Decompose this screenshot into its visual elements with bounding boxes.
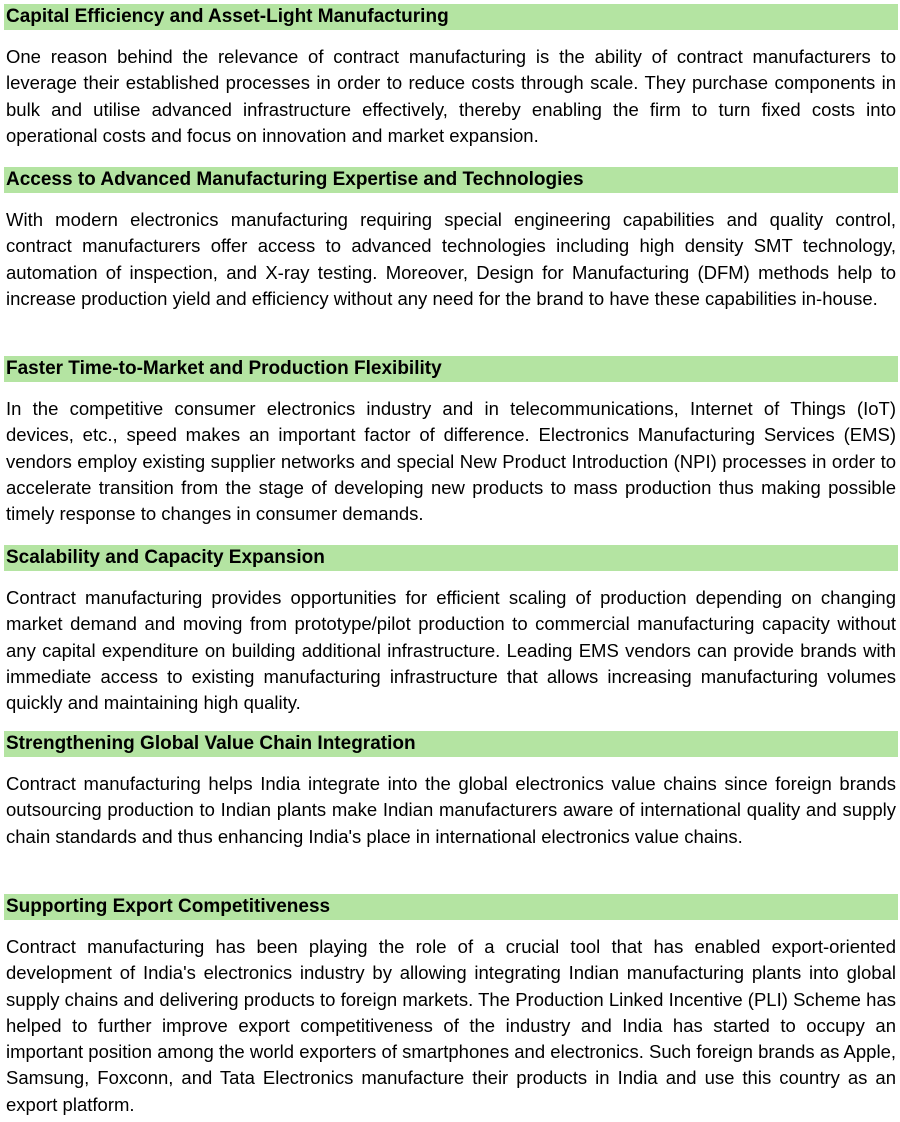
section-body-export-competitiveness: Contract manufacturing has been playing the role of a crucial tool that has enabled export-oriented development of India's electronics industry by allowing integrating Indian manufacturing plants into global supply chains and delivering products to foreign markets. The Production Linked Incentive (PLI) Scheme has helped to further improve export competitiveness of the industry and India has started to occupy an important position among the world exporters of smartphones and electronics. Such foreign brands as Apple, Samsung, Foxconn, and Tata Electronics manufacture their products in India and use this country as an export platform. (6, 936, 896, 1115)
section-body-capital-efficiency: One reason behind the relevance of contract manufacturing is the ability of contract manufacturers to leverage their established processes in order to reduce costs through scale. They purchase components in bulk and utilise advanced infrastructure effectively, thereby enabling the firm to turn fixed costs into operational costs and focus on innovation and market expansion. (6, 46, 896, 146)
section-heading-value-chain: Strengthening Global Value Chain Integration (4, 731, 898, 757)
section-heading-scalability: Scalability and Capacity Expansion (4, 545, 898, 571)
section-heading-advanced-expertise: Access to Advanced Manufacturing Expertise and Technologies (4, 167, 898, 193)
section-heading-export-competitiveness: Supporting Export Competitiveness (4, 894, 898, 920)
section-heading-time-to-market: Faster Time-to-Market and Production Flexibility (4, 356, 898, 382)
section-body-time-to-market: In the competitive consumer electronics industry and in telecommunications, Internet of Things (IoT) devices, etc., speed makes an important factor of difference. Electronics Manufacturing Services (EMS) vendors employ existing supplier networks and special New Product Introduction (NPI) processes in order to accelerate transition from the stage of developing new products to mass production thus making possible timely response to changes in consumer demands. (6, 398, 896, 525)
section-heading-capital-efficiency: Capital Efficiency and Asset-Light Manufacturing (4, 4, 898, 30)
section-body-scalability: Contract manufacturing provides opportunities for efficient scaling of production depending on changing market demand and moving from prototype/pilot production to commercial manufacturing capacity without any capital expenditure on building additional infrastructure. Leading EMS vendors can provide brands with immediate access to existing manufacturing infrastructure that allows increasing manufacturing volumes quickly and maintaining high quality. (6, 587, 896, 714)
section-body-advanced-expertise: With modern electronics manufacturing requiring special engineering capabilities and quality control, contract manufacturers offer access to advanced technologies including high density SMT technology, automation of inspection, and X-ray testing. Moreover, Design for Manufacturing (DFM) methods help to increase production yield and efficiency without any need for the brand to have these capabilities in-house. (6, 209, 896, 309)
section-body-value-chain: Contract manufacturing helps India integrate into the global electronics value chains since foreign brands outsourcing production to Indian plants make Indian manufacturers aware of international quality and supply chain standards and thus enhancing India's place in international electronics value chains. (6, 773, 896, 847)
